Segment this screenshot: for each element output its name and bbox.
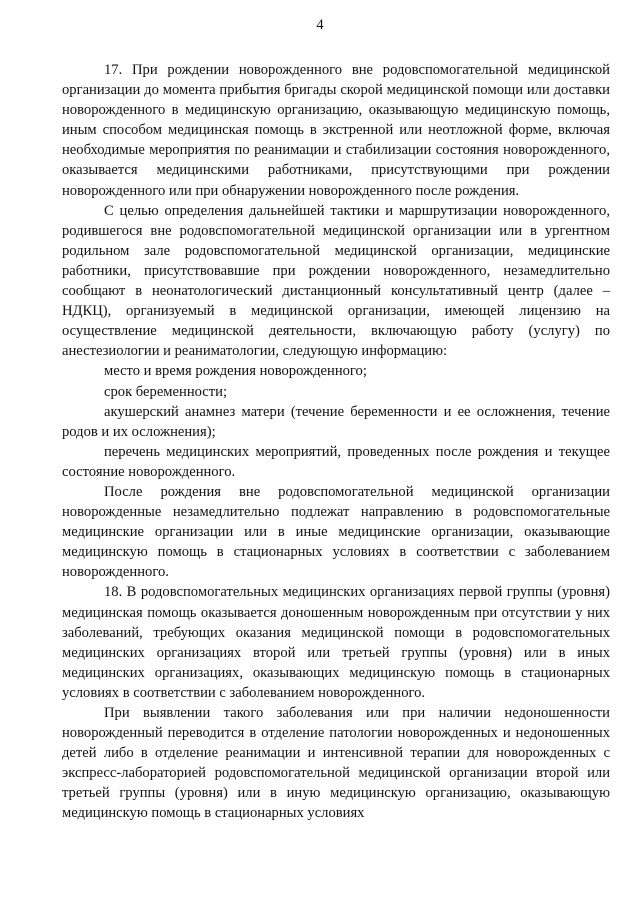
list-item-obstetric-history: акушерский анамнез матери (течение беременности и ее осложнения, течение родов и их осложнения); bbox=[62, 403, 610, 440]
paragraph-ndkc-info: С целью определения дальнейшей тактики и маршрутизации новорожденного, родившегося вне родовспомогательной медицинской организации или в ургентном родильном зале родовспомогательной медицинской организации, медицинские работники, присутствовавшие при рождении новорожденного, незамедлительно сообщают в неонатологический дистанционный консультативный центр (далее – НДКЦ), организуемый в медицинской организации, имеющей лицензию на осуществление медицинской деятельности, включающую работу (услугу) по анестезиологии и реаниматологии, следующую информацию: bbox=[62, 202, 610, 360]
paragraph-transfer: При выявлении такого заболевания или при наличии недоношенности новорожденный переводится в отделение патологии новорожденных и недоношенных детей либо в отделение реанимации и интенсивной терапии для новорожденных с экспресс-лабораторией родовспомогательной медицинской организации второй или третьей группы (уровня) или в иную медицинскую организацию, оказывающую медицинскую помощь в стационарных условиях bbox=[62, 705, 610, 822]
document-body bbox=[62, 60, 610, 824]
paragraph-17-intro: 17. При рождении новорожденного вне родовспомогательной медицинской организации до момента прибытия бригады скорой медицинской помощи или доставки новорожденного в медицинскую организацию, оказывающую медицинскую помощь, иным способом медицинская помощь в экстренной или неотложной форме, включая необходимые мероприятия по реанимации и стабилизации состояния новорожденного, оказывается медицинскими работниками, присутствующими при рождении новорожденного или при обнаружении новорожденного после рождения. bbox=[62, 62, 610, 199]
list-item-place-time: место и время рождения новорожденного; bbox=[104, 363, 367, 380]
page-number: 4 bbox=[316, 17, 324, 33]
list-item-pregnancy-term: срок беременности; bbox=[104, 383, 228, 400]
list-item-measures: перечень медицинских мероприятий, проведенных после рождения и текущее состояние новорожденного. bbox=[62, 443, 610, 480]
paragraph-after-birth-referral: После рождения вне родовспомогательной медицинской организации новорожденные незамедлительно подлежат направлению в родовспомогательные медицинские организации или в иные медицинские организации, оказывающие медицинскую помощь в стационарных условиях в соответствии с заболеванием новорожденного. bbox=[62, 483, 610, 581]
paragraph-18-first-group: 18. В родовспомогательных медицинских организациях первой группы (уровня) медицинская помощь оказывается доношенным новорожденным при отсутствии у них заболеваний, требующих оказания медицинской помощи в родовспомогательных медицинских организациях второй или третьей группы (уровня) или в иных медицинских организациях, оказывающих медицинскую помощь в стационарных условиях в соответствии с заболеванием новорожденного. bbox=[62, 584, 610, 701]
